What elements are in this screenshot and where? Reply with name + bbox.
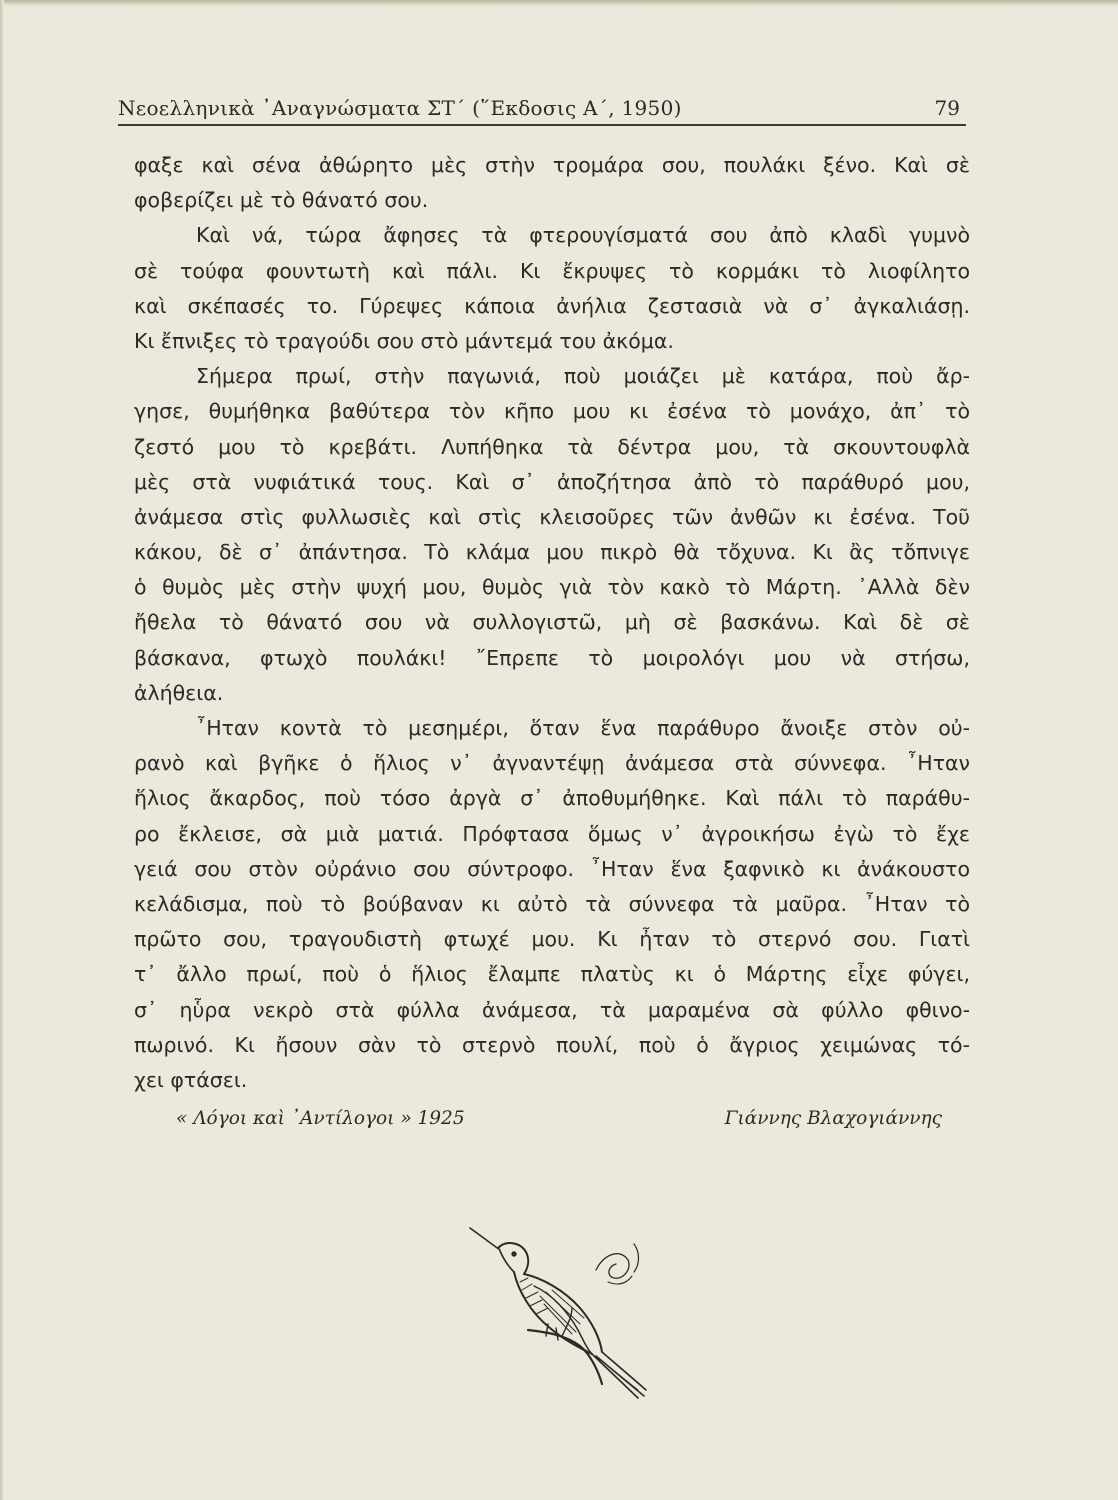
- text-line: σ᾿ ηὗρα νεκρὸ στὰ φύλλα ἀνάμεσα, τὰ μαραμένα σὰ φύλλο φθινο-: [134, 997, 970, 1022]
- source-citation: « Λόγοι καὶ ᾿Αντίλογοι » 1925: [176, 1108, 465, 1129]
- page-top-edge: [0, 0, 1118, 6]
- text-line: πρῶτο σου, τραγουδιστὴ φτωχέ μου. Κι ἦταν τὸ στερνό σου. Γιατὶ: [134, 927, 970, 952]
- text-line: ῏Ηταν κοντὰ τὸ μεσημέρι, ὅταν ἕνα παράθυρο ἄνοιξε στὸν οὐ-: [196, 716, 970, 740]
- text-line: ζεστό μου τὸ κρεβάτι. Λυπήθηκα τὰ δέντρα μου, τὰ σκουντουφλὰ: [134, 434, 970, 459]
- text-line: φοβερίζει μὲ τὸ θάνατό σου.: [134, 188, 429, 213]
- text-line: καὶ σκέπασές το. Γύρεψες κάποια ἀνήλια ζεστασιὰ νὰ σ᾿ ἀγκαλιάσῃ.: [134, 293, 970, 318]
- text-line: πωρινό. Κι ἤσουν σὰν τὸ στερνὸ πουλί, ποὺ ὁ ἄγριος χειμώνας τό-: [134, 1032, 970, 1057]
- text-line: ἥλιος ἄκαρδος, ποὺ τόσο ἀργὰ σ᾿ ἀποθυμήθηκε. Καὶ πάλι τὸ παράθυ-: [134, 786, 970, 811]
- author-name: Γιάννης Βλαχογιάννης: [724, 1108, 942, 1129]
- text-line: ρο ἔκλεισε, σὰ μιὰ ματιά. Πρόφτασα ὅμως ν᾿ ἀγροικήσω ἐγὼ τὸ ἔχε: [134, 821, 970, 846]
- text-line: Σήμερα πρωί, στὴν παγωνιά, ποὺ μοιάζει μὲ κατάρα, ποὺ ἄρ-: [196, 364, 970, 389]
- page-number: 79: [934, 96, 960, 120]
- text-line: ἤθελα τὸ θάνατό σου νὰ συλλογιστῶ, μὴ σὲ βασκάνω. Καὶ δὲ σὲ: [134, 610, 970, 635]
- text-line: βάσκανα, φτωχὸ πουλάκι! ῎Επρεπε τὸ μοιρολόγι μου νὰ στήσω,: [134, 645, 970, 670]
- text-line: κελάδισμα, ποὺ τὸ βούβαναν κι αὐτὸ τὰ σύννεφα τὰ μαῦρα. ῏Ηταν τὸ: [134, 891, 970, 916]
- text-line: φαξε καὶ σένα ἀθώρητο μὲς στὴν τρομάρα σου, πουλάκι ξένο. Καὶ σὲ: [134, 153, 970, 177]
- text-line: ἀλήθεια.: [134, 680, 224, 705]
- text-line: ρανὸ καὶ βγῆκε ὁ ἥλιος ν᾿ ἀγναντέψῃ ἀνάμεσα στὰ σύννεφα. ῏Ηταν: [134, 751, 970, 776]
- text-line: σὲ τούφα φουντωτὴ καὶ πάλι. Κι ἔκρυψες τὸ κορμάκι τὸ λιοφίλητο: [134, 258, 970, 283]
- text-line: κάκου, δὲ σ᾿ ἀπάντησα. Τὸ κλάμα μου πικρὸ θὰ τὄχυνα. Κι ἂς τὄπνιγε: [134, 540, 970, 565]
- text-line: μὲς στὰ νυφιάτικά τους. Καὶ σ᾿ ἀποζήτησα ἀπὸ τὸ παράθυρό μου,: [134, 469, 970, 494]
- text-line: γειά σου στὸν οὐράνιο σου σύντροφο. ῏Ηταν ἕνα ξαφνικὸ κι ἀνάκουστο: [134, 856, 970, 881]
- text-line: Κι ἔπνιξες τὸ τραγούδι σου στὸ μάντεμά του ἀκόμα.: [134, 328, 674, 353]
- text-line: γησε, θυμήθηκα βαθύτερα τὸν κῆπο μου κι ἐσένα τὸ μονάχο, ἀπ᾿ τὸ: [134, 399, 970, 424]
- attribution-row: [134, 1104, 970, 1138]
- running-header: [118, 88, 966, 126]
- bird-illustration-icon: [468, 1220, 668, 1410]
- text-line: ἀνάμεσα στὶς φυλλωσιὲς καὶ στὶς κλεισοῦρες τῶν ἀνθῶν κι ἐσένα. Τοῦ: [134, 504, 970, 529]
- text-line: χει φτάσει.: [134, 1067, 248, 1092]
- text-line: Καὶ νά, τώρα ἄφησες τὰ φτερουγίσματά σου ἀπὸ κλαδὶ γυμνὸ: [196, 223, 970, 248]
- page-left-edge: [0, 0, 4, 1500]
- header-title: Νεοελληνικὰ ᾿Αναγνώσματα ΣΤ΄ (῞Εκδοσις Α΄, 1950): [118, 96, 682, 120]
- body-text: [134, 148, 970, 1098]
- text-line: ὁ θυμὸς μὲς στὴν ψυχή μου, θυμὸς γιὰ τὸν κακὸ τὸ Μάρτη. ᾿Αλλὰ δὲν: [134, 575, 970, 600]
- text-line: τ᾿ ἄλλο πρωί, ποὺ ὁ ἥλιος ἔλαμπε πλατὺς κι ὁ Μάρτης εἶχε φύγει,: [134, 962, 970, 987]
